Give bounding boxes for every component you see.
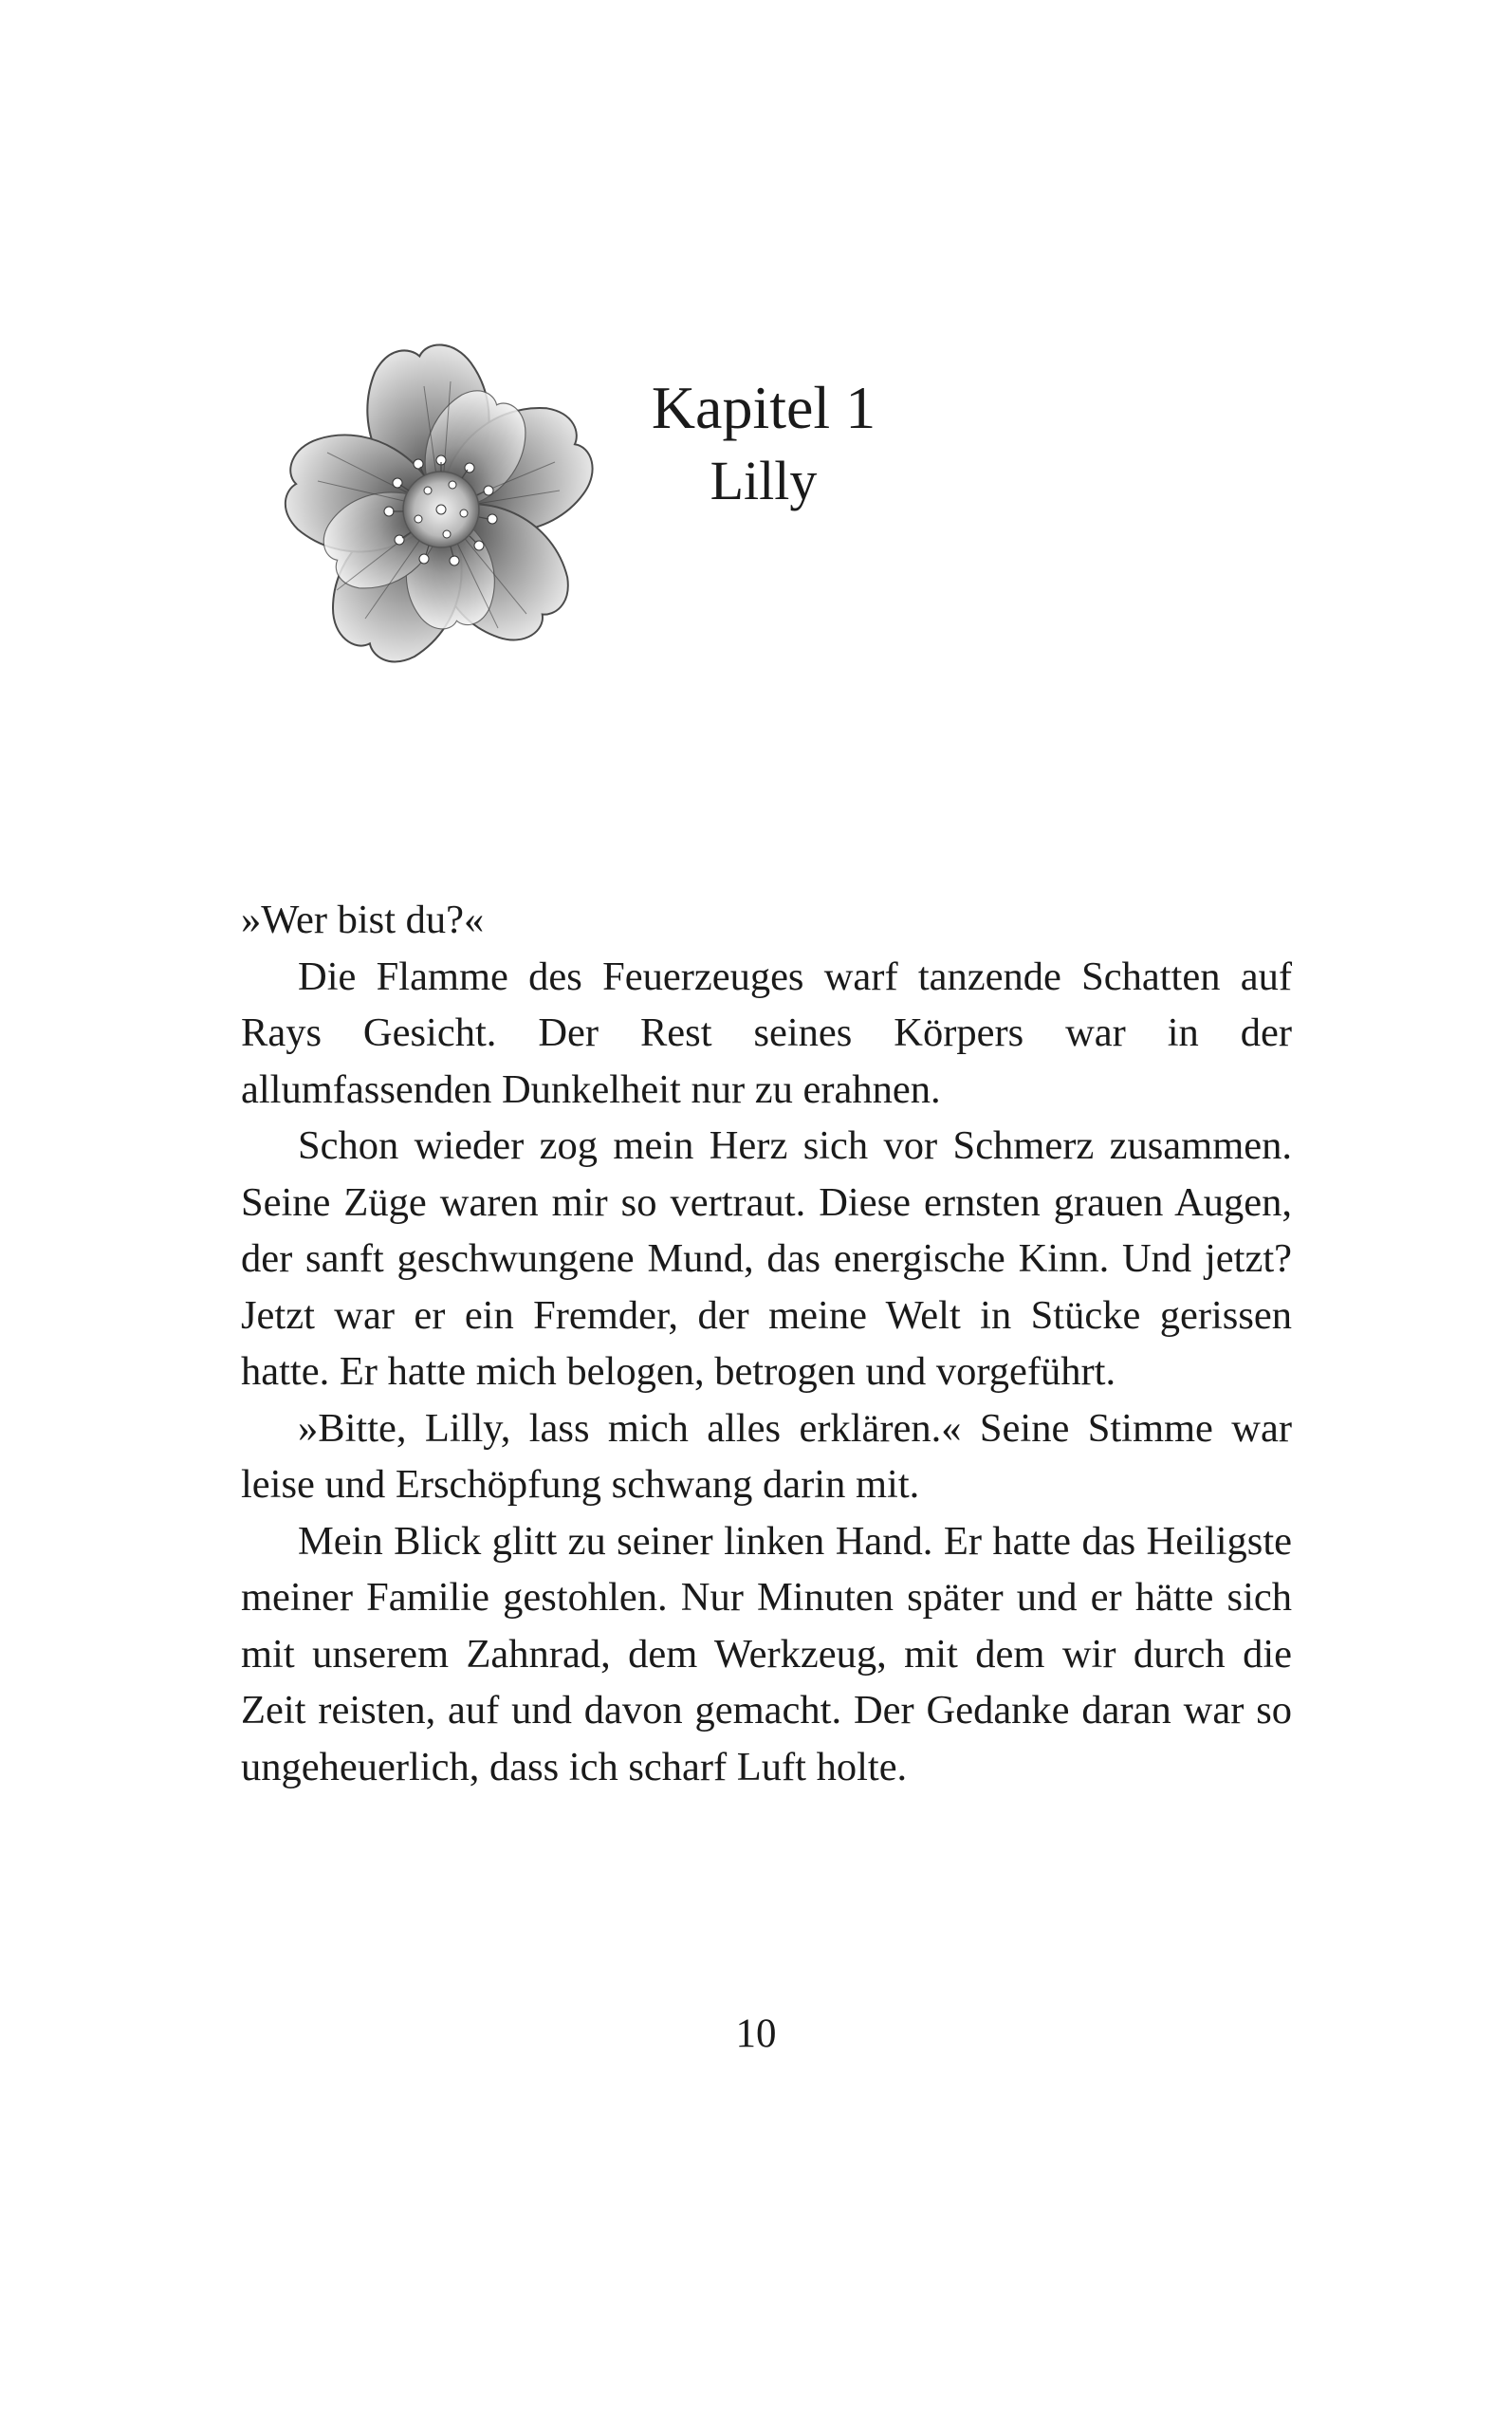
chapter-heading bbox=[607, 368, 920, 514]
paragraph: »Wer bist du?« bbox=[241, 898, 485, 942]
chapter-subtitle: Lilly bbox=[710, 450, 818, 511]
chapter-title: Kapitel 1 bbox=[651, 374, 876, 441]
chapter-body bbox=[241, 892, 1292, 1795]
flower-icon bbox=[261, 327, 617, 683]
paragraph: Mein Blick glitt zu seiner linken Hand. Er hatte das Heiligste meiner Familie gestohlen. Nur Minuten später und er hätte sich mit unserem Zahnrad, dem Werkzeug, mit dem wir durch die Zeit reisten, auf und davon gemacht. Der Gedanke daran war so ungeheuerlich, dass ich scharf Luft holte. bbox=[241, 1518, 1292, 1789]
paragraph: Die Flamme des Feuerzeuges warf tanzende Schatten auf Rays Gesicht. Der Rest seines Körpers war in der allumfassenden Dunkelheit nur zu erahnen. bbox=[241, 954, 1292, 1112]
page-number: 10 bbox=[735, 2011, 777, 2056]
paragraph: »Bitte, Lilly, lass mich alles erklären.« Seine Stimme war leise und Erschöpfung schwang darin mit. bbox=[241, 1405, 1292, 1507]
paragraph: Schon wieder zog mein Herz sich vor Schmerz zusammen. Seine Züge waren mir so vertraut. Diese ernsten grauen Augen, der sanft geschwungene Mund, das energische Kinn. Und jetzt? Jetzt war er ein Fremder, der meine Welt in Stücke gerissen hatte. Er hatte mich belogen, betrogen und vorgeführt. bbox=[241, 1123, 1292, 1394]
